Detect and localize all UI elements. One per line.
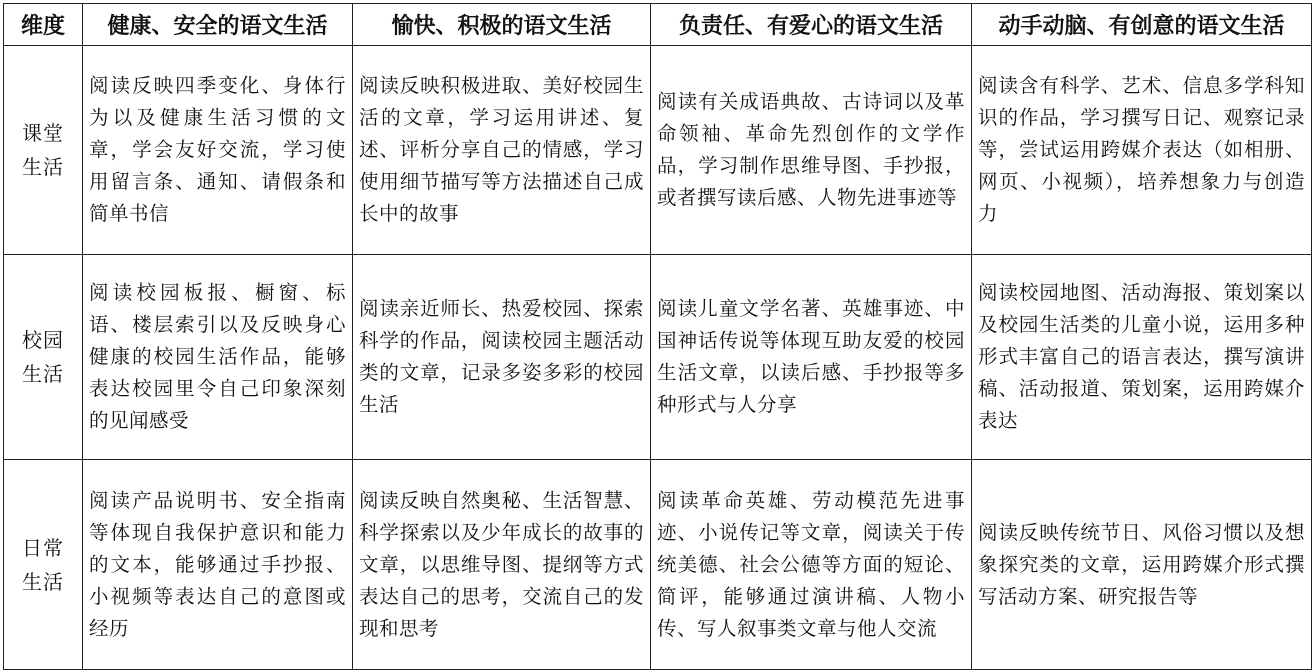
dimension-cell [4, 460, 83, 670]
header-row [4, 4, 1312, 46]
table-cell: 阅读反映积极进取、美好校园生活的文章，学习运用讲述、复述、评析分享自己的情感，学习使用细节描写等方法描述自己成长中的故事 [353, 46, 651, 255]
table-cell: 阅读校园地图、活动海报、策划案以及校园生活类的儿童小说，运用多种形式丰富自己的语言表达，撰写演讲稿、活动报道、策划案，运用跨媒介表达 [972, 255, 1312, 460]
dimension-line: 校园 [22, 328, 64, 352]
table-row [4, 460, 1312, 670]
table-row [4, 255, 1312, 460]
header-dimension: 维度 [4, 4, 83, 46]
dimension-line: 生活 [22, 362, 64, 386]
table-cell: 阅读革命英雄、劳动模范先进事迹、小说传记等文章，阅读关于传统美德、社会公德等方面的短论、简评，能够通过演讲稿、人物小传、写人叙事类文章与他人交流 [651, 460, 972, 670]
table-cell: 阅读产品说明书、安全指南等体现自我保护意识和能力的文本，能够通过手抄报、小视频等表达自己的意图或经历 [83, 460, 353, 670]
table-cell: 阅读反映四季变化、身体行为以及健康生活习惯的文章，学会友好交流，学习使用留言条、通知、请假条和简单书信 [83, 46, 353, 255]
language-life-table [3, 3, 1312, 670]
table-cell: 阅读有关成语典故、古诗词以及革命领袖、革命先烈创作的文学作品，学习制作思维导图、手抄报，或者撰写读后感、人物先进事迹等 [651, 46, 972, 255]
table-row [4, 46, 1312, 255]
header-health-safety: 健康、安全的语文生活 [83, 4, 353, 46]
header-hands-on-creative: 动手动脑、有创意的语文生活 [972, 4, 1312, 46]
table-cell: 阅读反映传统节日、风俗习惯以及想象探究类的文章，运用跨媒介形式撰写活动方案、研究报告等 [972, 460, 1312, 670]
dimension-line: 课堂 [22, 121, 64, 145]
table-cell: 阅读校园板报、橱窗、标语、楼层索引以及反映身心健康的校园生活作品，能够表达校园里令自己印象深刻的见闻感受 [83, 255, 353, 460]
table-cell: 阅读亲近师长、热爱校园、探索科学的作品，阅读校园主题活动类的文章，记录多姿多彩的校园生活 [353, 255, 651, 460]
table-cell: 阅读反映自然奥秘、生活智慧、科学探索以及少年成长的故事的文章，以思维导图、提纲等方式表达自己的思考，交流自己的发现和思考 [353, 460, 651, 670]
header-responsible-caring: 负责任、有爱心的语文生活 [651, 4, 972, 46]
table-cell: 阅读含有科学、艺术、信息多学科知识的作品，学习撰写日记、观察记录等，尝试运用跨媒介表达（如相册、网页、小视频），培养想象力与创造力 [972, 46, 1312, 255]
dimension-cell [4, 46, 83, 255]
table-cell: 阅读儿童文学名著、英雄事迹、中国神话传说等体现互助友爱的校园生活文章，以读后感、手抄报等多种形式与人分享 [651, 255, 972, 460]
header-happy-positive: 愉快、积极的语文生活 [353, 4, 651, 46]
dimension-line: 生活 [22, 569, 64, 594]
dimension-cell [4, 255, 83, 460]
dimension-line: 生活 [22, 155, 64, 179]
dimension-line: 日常 [22, 535, 64, 560]
